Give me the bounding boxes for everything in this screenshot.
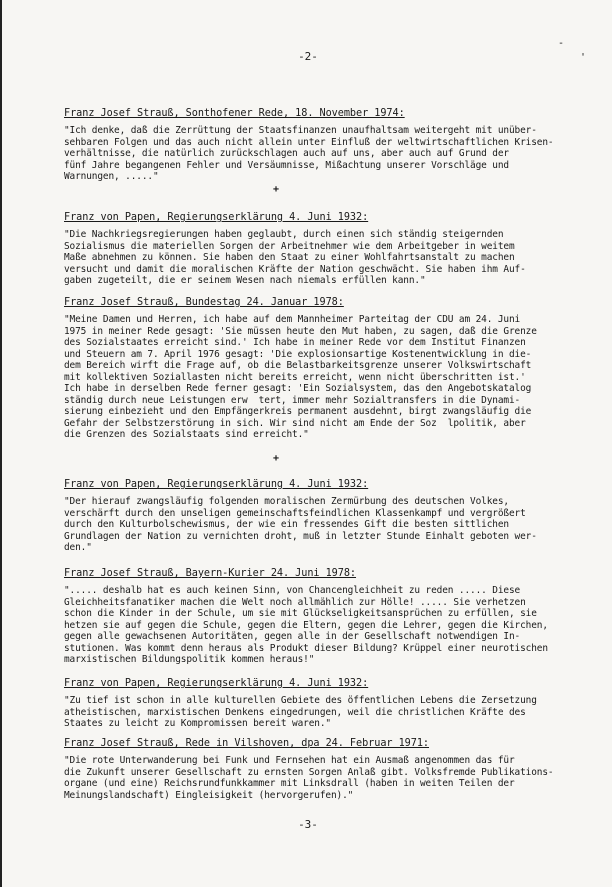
page-number-top: -2- [298, 50, 318, 63]
margin-mark: - [558, 38, 565, 49]
margin-mark: ' [580, 52, 587, 63]
quote-section [64, 568, 576, 666]
quote-text: "..... deshalb hat es auch keinen Sinn, von Chancengleichheit zu reden ..... Diese Gleichheitsfanatiker machen die Welt noch allmählich zur Hölle! ..... Sie verhetzen schon die Kinder in der Schule, um sie mit Glückseligkeitsansprüchen zu erfüllen, sie hetzen sie auf gegen die Schule, gegen die Eltern, gegen die Lehrer, gegen die Kirchen, gegen alle gewachsenen Autoritäten, gegen alle in der Gesellschaft notwendigen In- stutionen. Was kommt denn heraus als Produkt dieser Bildung? Krüppel einer neurotischen marxistischen Bildungspolitik kommen heraus!" [64, 585, 548, 665]
page-number-bottom: -3- [298, 818, 318, 831]
quote-text: "Die rote Unterwanderung bei Funk und Fernsehen hat ein Ausmaß angenommen das für die Zukunft unserer Gesellschaft zu ernsten Sorgen Anlaß gibt. Volksfremde Publikations- organe (und eine) Reichsrundfunkkammer mit Linksdrall (haben in weiten Teilen der Meinungslandschaft) Eingleisigkeit (hervorgerufen)." [64, 755, 554, 801]
quote-heading: Franz von Papen, Regierungserklärung 4. Juni 1932: [64, 479, 369, 490]
quote-text: "Ich denke, daß die Zerrüttung der Staatsfinanzen unaufhaltsam weitergeht mit unüber- sehbaren Folgen und das auch nicht allein unter Einfluß der weltwirtschaftlichen Krisen- verhältnisse, die natürlich zurückschlagen auch auf uns, aber auch auf Grund der fünf Jahre begangenen Fehler und Versäumnisse, Mißachtung unserer Vorschläge und Warnungen, ....." [64, 125, 554, 182]
quote-section [64, 738, 576, 801]
quote-text: "Meine Damen und Herren, ich habe auf dem Mannheimer Parteitag der CDU am 24. Juni 1975 in meiner Rede gesagt: 'Sie müssen heute den Mut haben, zu sagen, daß die Grenze des Sozialstaates erreicht sind.' Ich habe in meiner Rede vor dem Institut Finanzen und Steuern am 7. April 1976 gesagt: 'Die explosionsartige Kostenentwicklung in die- dem Bereich wirft die Frage auf, ob die Belastbarkeitsgrenze unserer Volkswirtschaft mit kollektiven Soziallasten nicht bereits erreicht, wenn nicht überschritten ist.' Ich habe in derselben Rede ferner gesagt: 'Ein Sozialsystem, das den Angebotskatalog ständig durch neue Leistungen erw tert, immer mehr Sozialtransfers in die Dynami- sierung einbezieht und den Empfängerkreis permanent ausdehnt, birgt zwangsläufig die Gefahr der Selbstzerstörung in sich. Wir sind nicht am Ende der Soz lpolitik, aber die Grenzen des Sozialstaats sind erreicht." [64, 314, 537, 440]
quote-heading: Franz Josef Strauß, Sonthofener Rede, 18. November 1974: [64, 108, 405, 119]
quote-heading: Franz Josef Strauß, Bundestag 24. Januar 1978: [64, 297, 344, 308]
quote-text: "Die Nachkriegsregierungen haben geglaubt, durch einen sich ständig steigernden Sozialismus die materiellen Sorgen der Arbeitnehmer wie dem Arbeitgeber in weitem Maße abnehmen zu können. Sie haben den Staat zu einer Wohlfahrtsanstalt zu machen versucht und damit die moralischen Kräfte der Nation geschwächt. Sie haben ihm Auf- gaben zugeteilt, die er seinem Wesen nach niemals erfüllen kann." [64, 229, 526, 286]
quote-heading: Franz Josef Strauß, Rede in Vilshoven, dpa 24. Februar 1971: [64, 738, 430, 749]
separator-plus: + [273, 184, 280, 195]
quote-text: "Der hierauf zwangsläufig folgenden moralischen Zermürbung des deutschen Volkes, verschärft durch den unseligen gemeinschaftsfeindlichen Klassenkampf und vergrößert durch den Kulturbolschewismus, der wie ein fressendes Gift die besten sittlichen Grundlagen der Nation zu vernichten droht, muß in letzter Stunde Einhalt geboten wer- den." [64, 496, 537, 553]
quote-section [64, 212, 576, 287]
separator-plus: + [273, 453, 280, 464]
quote-section [64, 297, 576, 441]
quote-heading: Franz von Papen, Regierungserklärung 4. Juni 1932: [64, 678, 369, 689]
quote-heading: Franz Josef Strauß, Bayern-Kurier 24. Juni 1978: [64, 568, 357, 579]
quote-section [64, 678, 576, 730]
quote-section [64, 479, 576, 554]
quote-heading: Franz von Papen, Regierungserklärung 4. Juni 1932: [64, 212, 369, 223]
quote-text: "Zu tief ist schon in alle kulturellen Gebiete des öffentlichen Lebens die Zersetzung atheistischen, marxistischen Denkens eingedrungen, weil die christlichen Kräfte des Staates zu leicht zu Kompromissen bereit waren." [64, 695, 537, 729]
quote-section [64, 108, 576, 183]
